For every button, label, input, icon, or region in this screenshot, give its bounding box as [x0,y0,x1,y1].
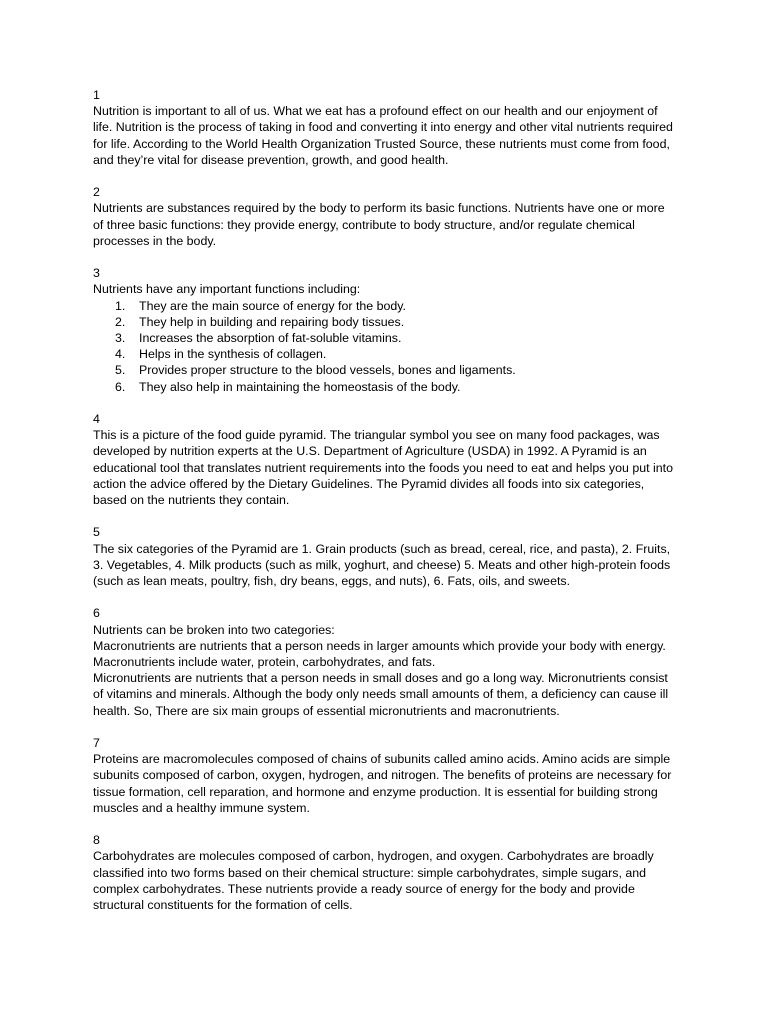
paragraph: Nutrition is important to all of us. What we eat has a profound effect on our health and our enjoyment of life. Nutrition is the process of taking in food and converting it into energy and other vital nutrients required for life. According to the World Health Organization Trusted Source, these nutrients must come from food, and they’re vital for disease prevention, growth, and good health. [93,104,673,167]
section-number: 6 [93,606,100,621]
paragraph: This is a picture of the food guide pyramid. The triangular symbol you see on many food packages, was developed by nutrition experts at the U.S. Department of Agriculture (USDA) in 1992. A Pyramid is an educational tool that translates nutrient requirements into the foods you need to eat and helps you put into action the advice offered by the Dietary Guidelines. The Pyramid divides all foods into six categories, based on the nutrients they contain. [93,428,673,508]
section-number: 5 [93,525,100,540]
list-item [93,346,673,362]
section-number: 2 [93,185,100,200]
paragraph: Macronutrients are nutrients that a person needs in larger amounts which provide your body with energy. Macronutrients include water, protein, carbohydrates, and fats. [93,638,666,670]
list-item-text: They are the main source of energy for the body. [139,298,407,313]
list-item [93,362,673,378]
list-item [93,298,673,314]
list-item-text: They help in building and repairing body tissues. [139,314,405,329]
paragraph: Micronutrients are nutrients that a person needs in small doses and go a long way. Micronutrients consist of vitamins and minerals. Although the body only needs small amounts of them, a deficiency can cause ill health. So, There are six main groups of essential micronutrients and macronutrients. [93,671,669,718]
section-number: 3 [93,266,100,281]
section-3 [93,265,673,395]
section-number: 1 [93,88,100,102]
section-5 [93,524,673,589]
list-lead: Nutrients have any important functions including: [93,282,361,297]
list-marker: 1. [115,298,126,313]
section-4 [93,411,673,508]
section-7 [93,735,673,816]
paragraph: The six categories of the Pyramid are 1. Grain products (such as bread, cereal, rice, and pasta), 2. Fruits, 3. Vegetables, 4. Milk products (such as milk, yoghurt, and cheese) 5. Meats and other high-protein foods (such as lean meats, poultry, fish, dry beans, eggs, and nuts), 6. Fats, oils, and sweets. [93,541,671,589]
list-marker: 5. [115,363,126,378]
paragraph: Nutrients can be broken into two categories: [93,622,335,637]
section-number: 4 [93,412,100,427]
section-6 [93,605,673,718]
list-item-text: Increases the absorption of fat-soluble vitamins. [139,331,402,346]
list-item-text: Provides proper structure to the blood vessels, bones and ligaments. [139,363,516,378]
list-marker: 6. [115,379,126,394]
list-marker: 3. [115,331,126,346]
section-number: 7 [93,736,100,751]
list-item [93,330,673,346]
list-marker: 2. [115,314,126,329]
section-8 [93,832,673,913]
list-item [93,379,673,395]
section-1 [93,87,673,168]
paragraph: Nutrients are substances required by the body to perform its basic functions. Nutrients have one or more of three basic functions: they provide energy, contribute to body structure, and/or regulate chemical processes in the body. [93,201,665,248]
section-2 [93,184,673,249]
list-item-text: They also help in maintaining the homeostasis of the body. [139,379,461,394]
document-page [93,87,673,929]
list-item [93,314,673,330]
list-marker: 4. [115,347,126,362]
section-number: 8 [93,833,100,848]
paragraph: Carbohydrates are molecules composed of carbon, hydrogen, and oxygen. Carbohydrates are broadly classified into two forms based on their chemical structure: simple carbohydrates, simple sugars, and complex carbohydrates. These nutrients provide a ready source of energy for the body and provide structural constituents for the formation of cells. [93,849,654,913]
list-item-text: Helps in the synthesis of collagen. [139,347,327,362]
numbered-list [93,298,673,395]
paragraph: Proteins are macromolecules composed of chains of subunits called amino acids. Amino acids are simple subunits composed of carbon, oxygen, hydrogen, and nitrogen. The benefits of proteins are necessary for tissue formation, cell reparation, and hormone and enzyme production. It is essential for building strong muscles and a healthy immune system. [93,752,672,815]
